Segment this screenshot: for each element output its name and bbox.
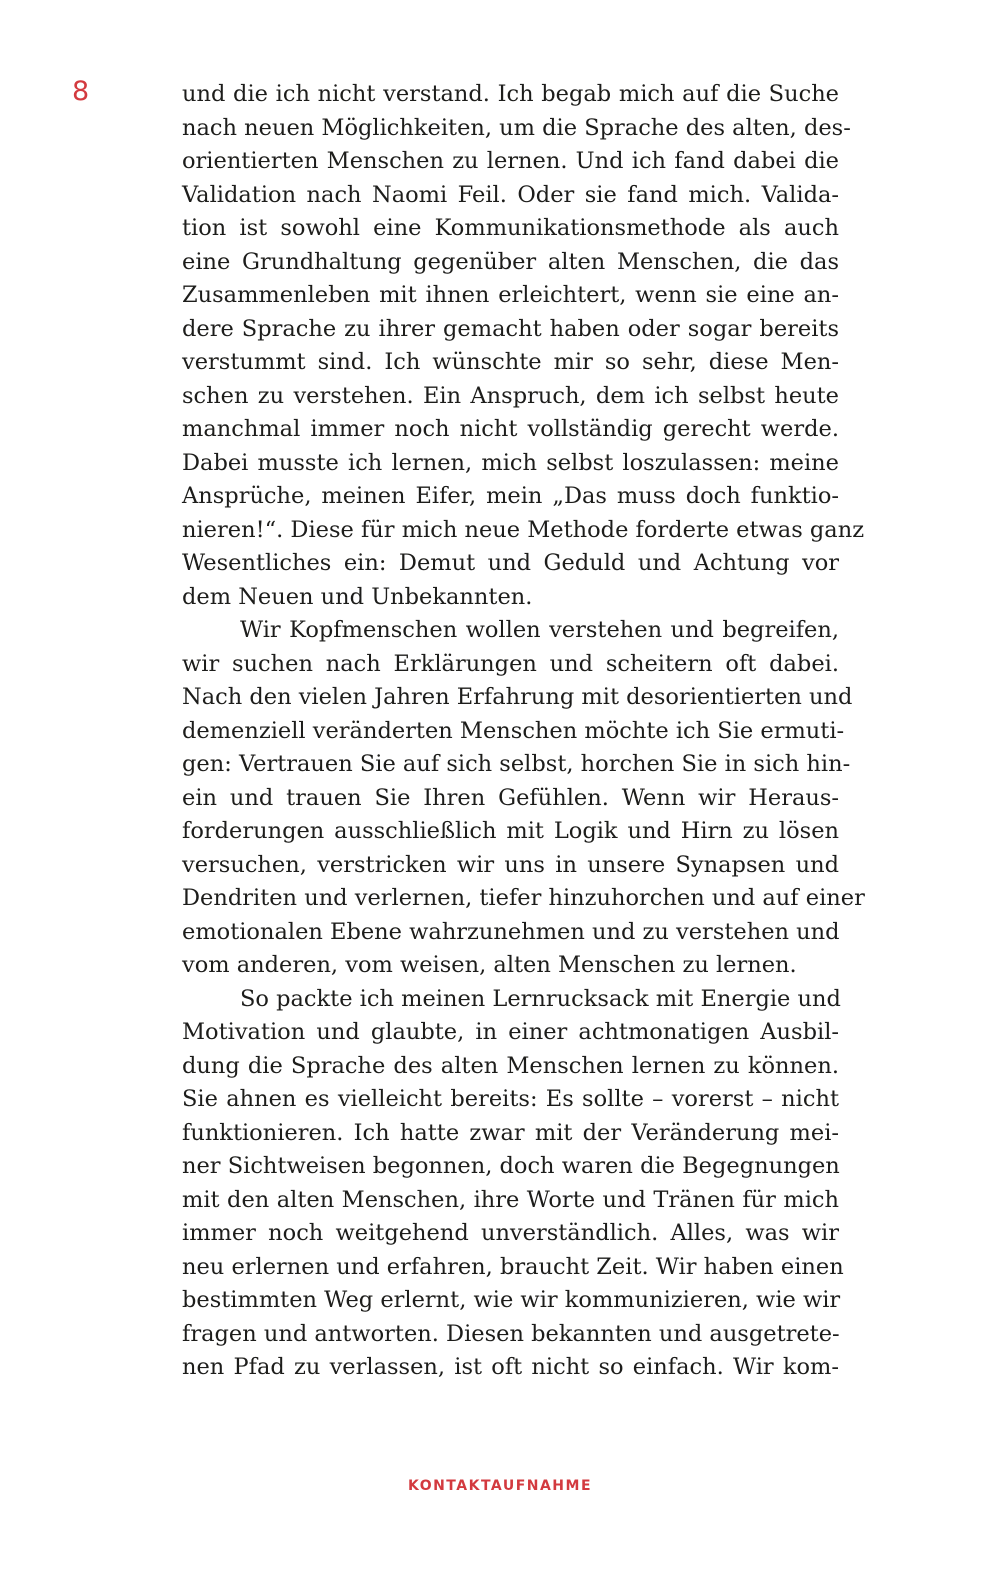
text-line: neu erlernen und erfahren, braucht Zeit. Wir haben einen	[182, 1253, 844, 1280]
text-line: nen Pfad zu verlassen, ist oft nicht so einfach. Wir kom-	[182, 1354, 839, 1380]
text-line: manchmal immer noch nicht vollständig gerecht werde.	[182, 416, 839, 442]
text-line: immer noch weitgehend unverständlich. Alles, was wir	[182, 1220, 839, 1246]
text-line: funktionieren. Ich hatte zwar mit der Veränderung mei-	[182, 1119, 839, 1146]
text-line: versuchen, verstricken wir uns in unsere Synapsen und	[182, 851, 839, 878]
chapter-footer: KONTAKTAUFNAHME	[407, 1478, 593, 1494]
text-line: tion ist sowohl eine Kommunikationsmethode als auch	[182, 215, 839, 241]
text-line: orientierten Menschen zu lernen. Und ich fand dabei die	[182, 148, 839, 174]
text-line: demenziell veränderten Menschen möchte ich Sie ermuti-	[182, 717, 845, 744]
text-line: und die ich nicht verstand. Ich begab mich auf die Suche	[182, 81, 839, 107]
text-line: Zusammenleben mit ihnen erleichtert, wenn sie eine an-	[182, 282, 839, 308]
text-line: vom anderen, vom weisen, alten Menschen zu lernen.	[182, 952, 797, 978]
text-line: So packte ich meinen Lernrucksack mit Energie und	[240, 985, 841, 1012]
text-line: Ansprüche, meinen Eifer, mein „Das muss doch funktio-	[182, 483, 839, 509]
text-line: gen: Vertrauen Sie auf sich selbst, horchen Sie in sich hin-	[182, 751, 851, 777]
text-line: eine Grundhaltung gegenüber alten Menschen, die das	[182, 248, 839, 275]
paragraph	[182, 614, 865, 983]
text-line: Sie ahnen es vielleicht bereits: Es sollte – vorerst – nicht	[182, 1086, 839, 1112]
text-line: forderungen ausschließlich mit Logik und Hirn zu lösen	[182, 818, 839, 844]
text-line: Wesentliches ein: Demut und Geduld und Achtung vor	[182, 550, 839, 576]
text-line: dere Sprache zu ihrer gemacht haben oder sogar bereits	[182, 315, 839, 342]
text-line: bestimmten Weg erlernt, wie wir kommunizieren, wie wir	[182, 1287, 841, 1313]
text-line: fragen und antworten. Diesen bekannten und ausgetrete-	[182, 1320, 840, 1347]
text-line: wir suchen nach Erklärungen und scheitern oft dabei.	[182, 650, 839, 677]
page-number: 8	[72, 76, 90, 107]
text-line: Wir Kopfmenschen wollen verstehen und begreifen,	[240, 617, 839, 643]
text-line: mit den alten Menschen, ihre Worte und Tränen für mich	[182, 1186, 839, 1213]
text-line: nach neuen Möglichkeiten, um die Sprache des alten, des-	[182, 114, 851, 141]
text-line: nieren!“. Diese für mich neue Methode forderte etwas ganz	[182, 516, 865, 543]
text-line: Validation nach Naomi Feil. Oder sie fand mich. Valida-	[182, 181, 839, 208]
paragraph	[182, 983, 844, 1385]
text-line: ner Sichtweisen begonnen, doch waren die Begegnungen	[182, 1153, 840, 1179]
text-line: Motivation und glaubte, in einer achtmonatigen Ausbil-	[182, 1019, 839, 1045]
text-line: Dendriten und verlernen, tiefer hinzuhorchen und auf einer	[182, 885, 865, 911]
text-line: dem Neuen und Unbekannten.	[182, 583, 533, 610]
text-line: Dabei musste ich lernen, mich selbst loszulassen: meine	[182, 449, 839, 476]
text-line: schen zu verstehen. Ein Anspruch, dem ich selbst heute	[182, 382, 839, 409]
text-line: verstummt sind. Ich wünschte mir so sehr, diese Men-	[182, 349, 839, 375]
paragraph	[182, 78, 865, 614]
text-line: dung die Sprache des alten Menschen lernen zu können.	[182, 1052, 839, 1079]
text-line: ein und trauen Sie Ihren Gefühlen. Wenn wir Heraus-	[182, 784, 839, 811]
body-text	[182, 78, 865, 1385]
text-line: Nach den vielen Jahren Erfahrung mit desorientierten und	[182, 684, 853, 710]
text-line: emotionalen Ebene wahrzunehmen und zu verstehen und	[182, 918, 840, 945]
